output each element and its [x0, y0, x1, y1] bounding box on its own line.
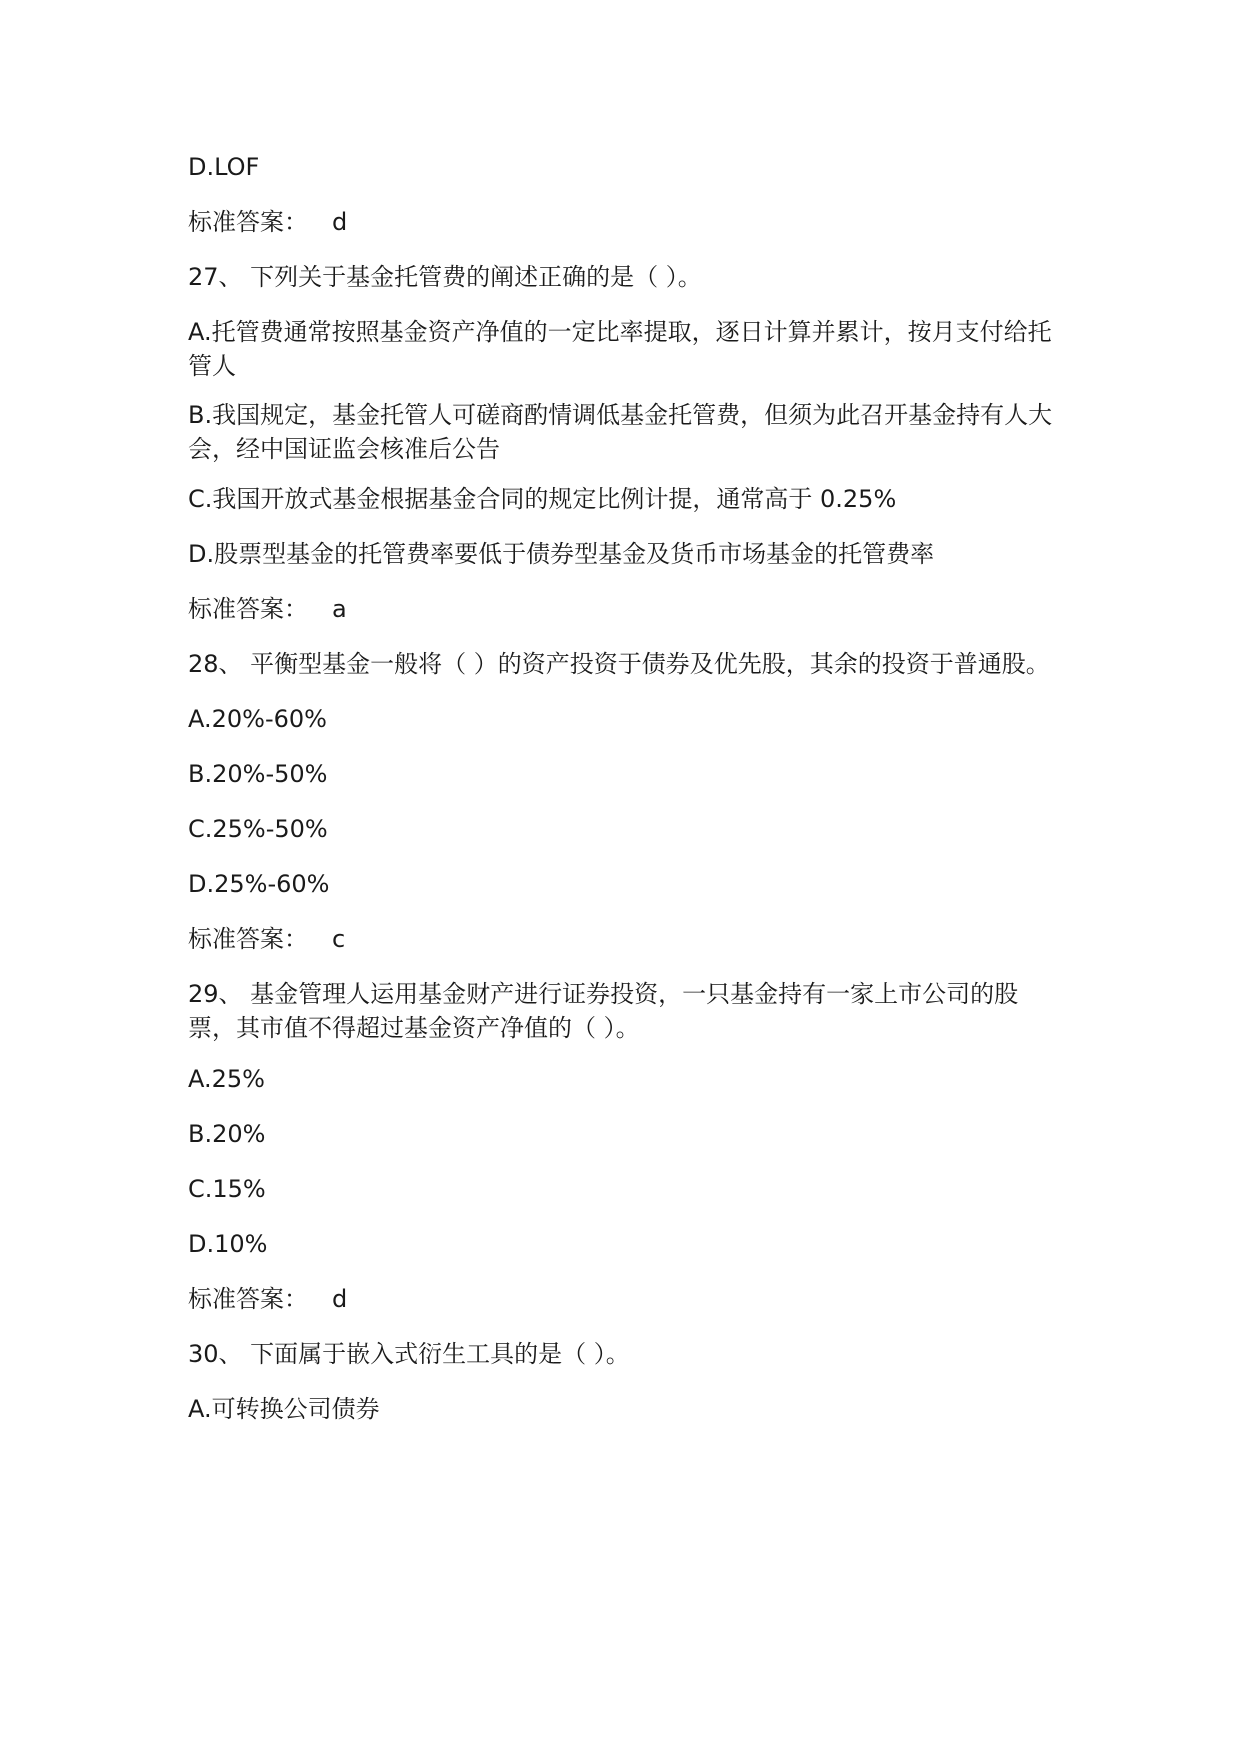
option-27-b: [188, 398, 1058, 466]
answer-label: 标准答案：: [188, 208, 308, 236]
option-text: A.25%: [188, 1065, 265, 1093]
question-number: 28、: [188, 650, 243, 678]
question-28: [188, 647, 1058, 681]
option-28-d: [188, 867, 1058, 901]
answer-q26: [188, 205, 1058, 239]
option-29-a: [188, 1062, 1058, 1096]
option-text: D.LOF: [188, 153, 260, 181]
answer-label: 标准答案：: [188, 925, 308, 953]
question-30: [188, 1337, 1058, 1371]
answer-label: 标准答案：: [188, 1285, 308, 1313]
question-text: 下列关于基金托管费的阐述正确的是（ ）。: [242, 263, 702, 291]
option-text: B.我国规定，基金托管人可磋商酌情调低基金托管费，但须为此召开基金持有人大会，经中国证监会核准后公告: [188, 401, 1053, 463]
answer-value: d: [332, 208, 348, 236]
option-text: C.我国开放式基金根据基金合同的规定比例计提，通常高于 0.25%: [188, 485, 897, 513]
option-28-a: [188, 702, 1058, 736]
option-text: D.25%-60%: [188, 870, 330, 898]
option-text: C.15%: [188, 1175, 266, 1203]
question-number: 29、: [188, 980, 243, 1008]
option-29-d: [188, 1227, 1058, 1261]
option-text: B.20%: [188, 1120, 266, 1148]
option-27-d: [188, 537, 1058, 571]
answer-label: 标准答案：: [188, 595, 308, 623]
question-29: [188, 977, 1058, 1045]
option-29-b: [188, 1117, 1058, 1151]
option-30-a: [188, 1392, 1058, 1426]
option-text: A.20%-60%: [188, 705, 327, 733]
option-text: A.可转换公司债券: [188, 1395, 380, 1423]
option-text: C.25%-50%: [188, 815, 328, 843]
option-27-c: [188, 482, 1058, 516]
option-text: D.股票型基金的托管费率要低于债券型基金及货币市场基金的托管费率: [188, 540, 935, 568]
answer-value: c: [332, 925, 346, 953]
question-text: 基金管理人运用基金财产进行证券投资，一只基金持有一家上市公司的股票，其市值不得超过基金资产净值的（ ）。: [188, 980, 1019, 1042]
option-text: A.托管费通常按照基金资产净值的一定比率提取，逐日计算并累计，按月支付给托管人: [188, 318, 1052, 380]
option-28-c: [188, 812, 1058, 846]
option-d-lof: [188, 150, 1058, 184]
answer-q29: [188, 1282, 1058, 1316]
question-text: 平衡型基金一般将（ ）的资产投资于债券及优先股，其余的投资于普通股。: [242, 650, 1050, 678]
option-text: D.10%: [188, 1230, 268, 1258]
question-number: 30、: [188, 1340, 243, 1368]
answer-value: a: [332, 595, 347, 623]
option-28-b: [188, 757, 1058, 791]
answer-value: d: [332, 1285, 348, 1313]
option-29-c: [188, 1172, 1058, 1206]
answer-q27: [188, 592, 1058, 626]
question-text: 下面属于嵌入式衍生工具的是（ ）。: [242, 1340, 630, 1368]
answer-q28: [188, 922, 1058, 956]
option-27-a: [188, 315, 1058, 383]
question-27: [188, 260, 1058, 294]
option-text: B.20%-50%: [188, 760, 328, 788]
question-number: 27、: [188, 263, 243, 291]
